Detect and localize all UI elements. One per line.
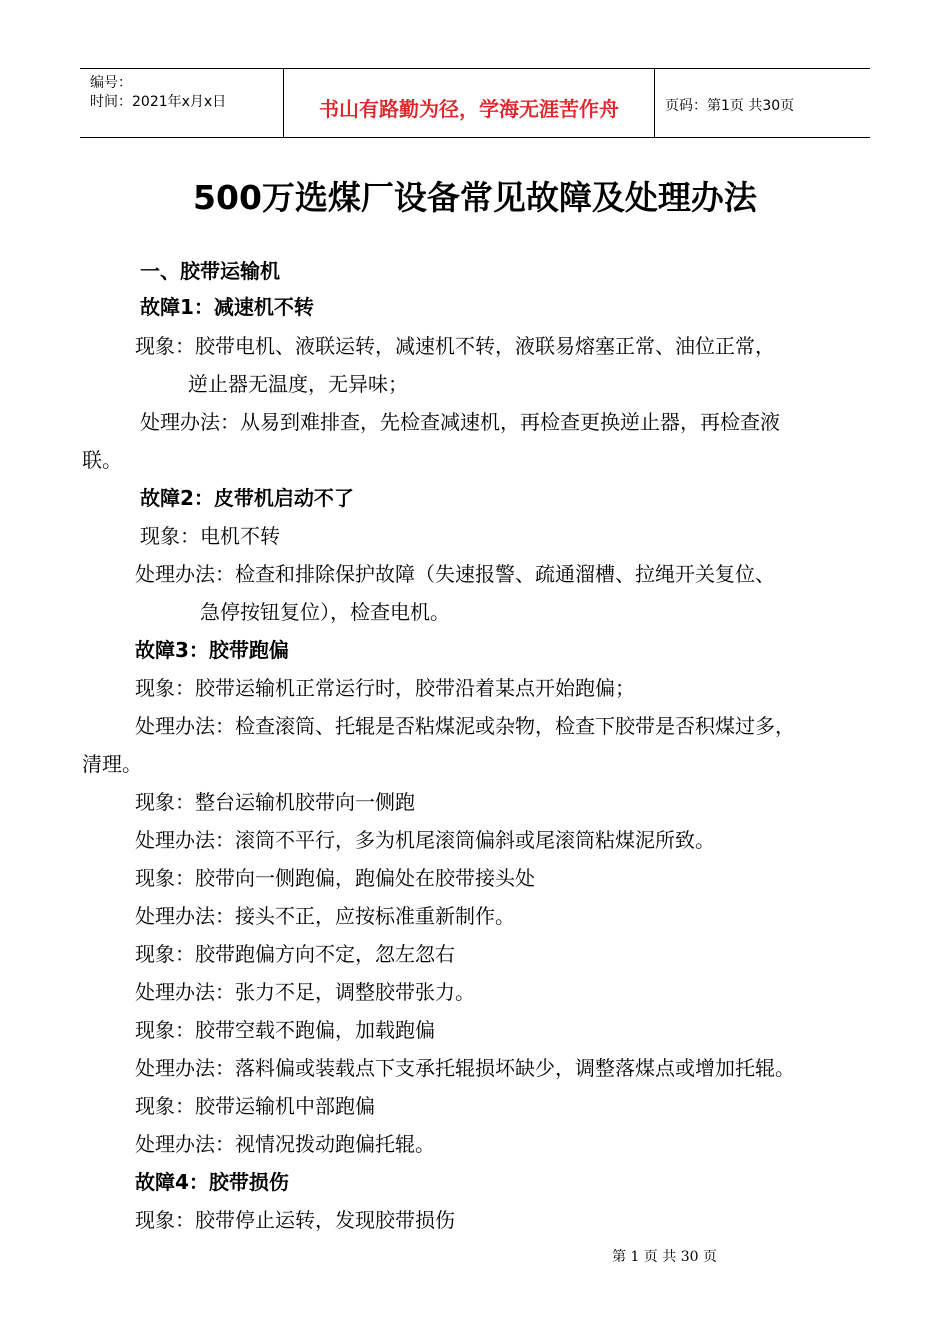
- symptom-line: 现象：电机不转: [140, 524, 280, 548]
- fault-heading: 故障3：胶带跑偏: [135, 638, 289, 662]
- solution-line: 处理办法：检查滚筒、托辊是否粘煤泥或杂物，检查下胶带是否积煤过多，: [135, 714, 795, 738]
- header-motto-cell: [284, 69, 655, 137]
- solution-line-cont: 联。: [82, 448, 122, 472]
- fault-heading: 故障1：减速机不转: [140, 295, 314, 319]
- solution-line: 处理办法：滚筒不平行，多为机尾滚筒偏斜或尾滚筒粘煤泥所致。: [135, 828, 715, 852]
- solution-line-cont: 急停按钮复位），检查电机。: [200, 600, 450, 624]
- solution-line: 处理办法：张力不足，调整胶带张力。: [135, 980, 475, 1004]
- solution-line: 处理办法：视情况拨动跑偏托辊。: [135, 1132, 435, 1156]
- document-time-label: 时间：2021年x月x日: [90, 94, 227, 110]
- symptom-line: 现象：胶带跑偏方向不定，忽左忽右: [135, 942, 455, 966]
- fault-heading: 故障2：皮带机启动不了: [140, 486, 354, 510]
- solution-line: 处理办法：落料偏或装载点下支承托辊损坏缺少，调整落煤点或增加托辊。: [135, 1056, 795, 1080]
- header-motto: 书山有路勤为径，学海无涯苦作舟: [319, 97, 619, 121]
- symptom-line: 现象：胶带向一侧跑偏，跑偏处在胶带接头处: [135, 866, 535, 890]
- fault-heading: 故障4：胶带损伤: [135, 1170, 289, 1194]
- symptom-line: 现象：胶带运输机中部跑偏: [135, 1094, 375, 1118]
- section-heading: 一、胶带运输机: [140, 259, 280, 283]
- symptom-line-cont: 逆止器无温度，无异味；: [188, 372, 408, 396]
- document-number-label: 编号：: [90, 75, 132, 91]
- header-page-number: 页码：第1页 共30页: [665, 98, 795, 114]
- symptom-line: 现象：整台运输机胶带向一侧跑: [135, 790, 415, 814]
- document-title: 500万选煤厂设备常见故障及处理办法: [193, 178, 757, 217]
- solution-line-cont: 清理。: [82, 752, 142, 776]
- solution-line: 处理办法：接头不正，应按标准重新制作。: [135, 904, 515, 928]
- header-info-cell: [80, 69, 284, 137]
- symptom-line: 现象：胶带停止运转，发现胶带损伤: [135, 1208, 455, 1232]
- page-footer: 第 1 页 共 30 页: [612, 1249, 717, 1265]
- symptom-line: 现象：胶带运输机正常运行时，胶带沿着某点开始跑偏；: [135, 676, 635, 700]
- solution-line: 处理办法：从易到难排查，先检查减速机，再检查更换逆止器，再检查液: [140, 410, 780, 434]
- header-page-cell: [655, 69, 870, 137]
- document-header: [80, 68, 870, 138]
- symptom-line: 现象：胶带空载不跑偏，加载跑偏: [135, 1018, 435, 1042]
- symptom-line: 现象：胶带电机、液联运转，减速机不转，液联易熔塞正常、油位正常，: [135, 334, 775, 358]
- solution-line: 处理办法：检查和排除保护故障（失速报警、疏通溜槽、拉绳开关复位、: [135, 562, 775, 586]
